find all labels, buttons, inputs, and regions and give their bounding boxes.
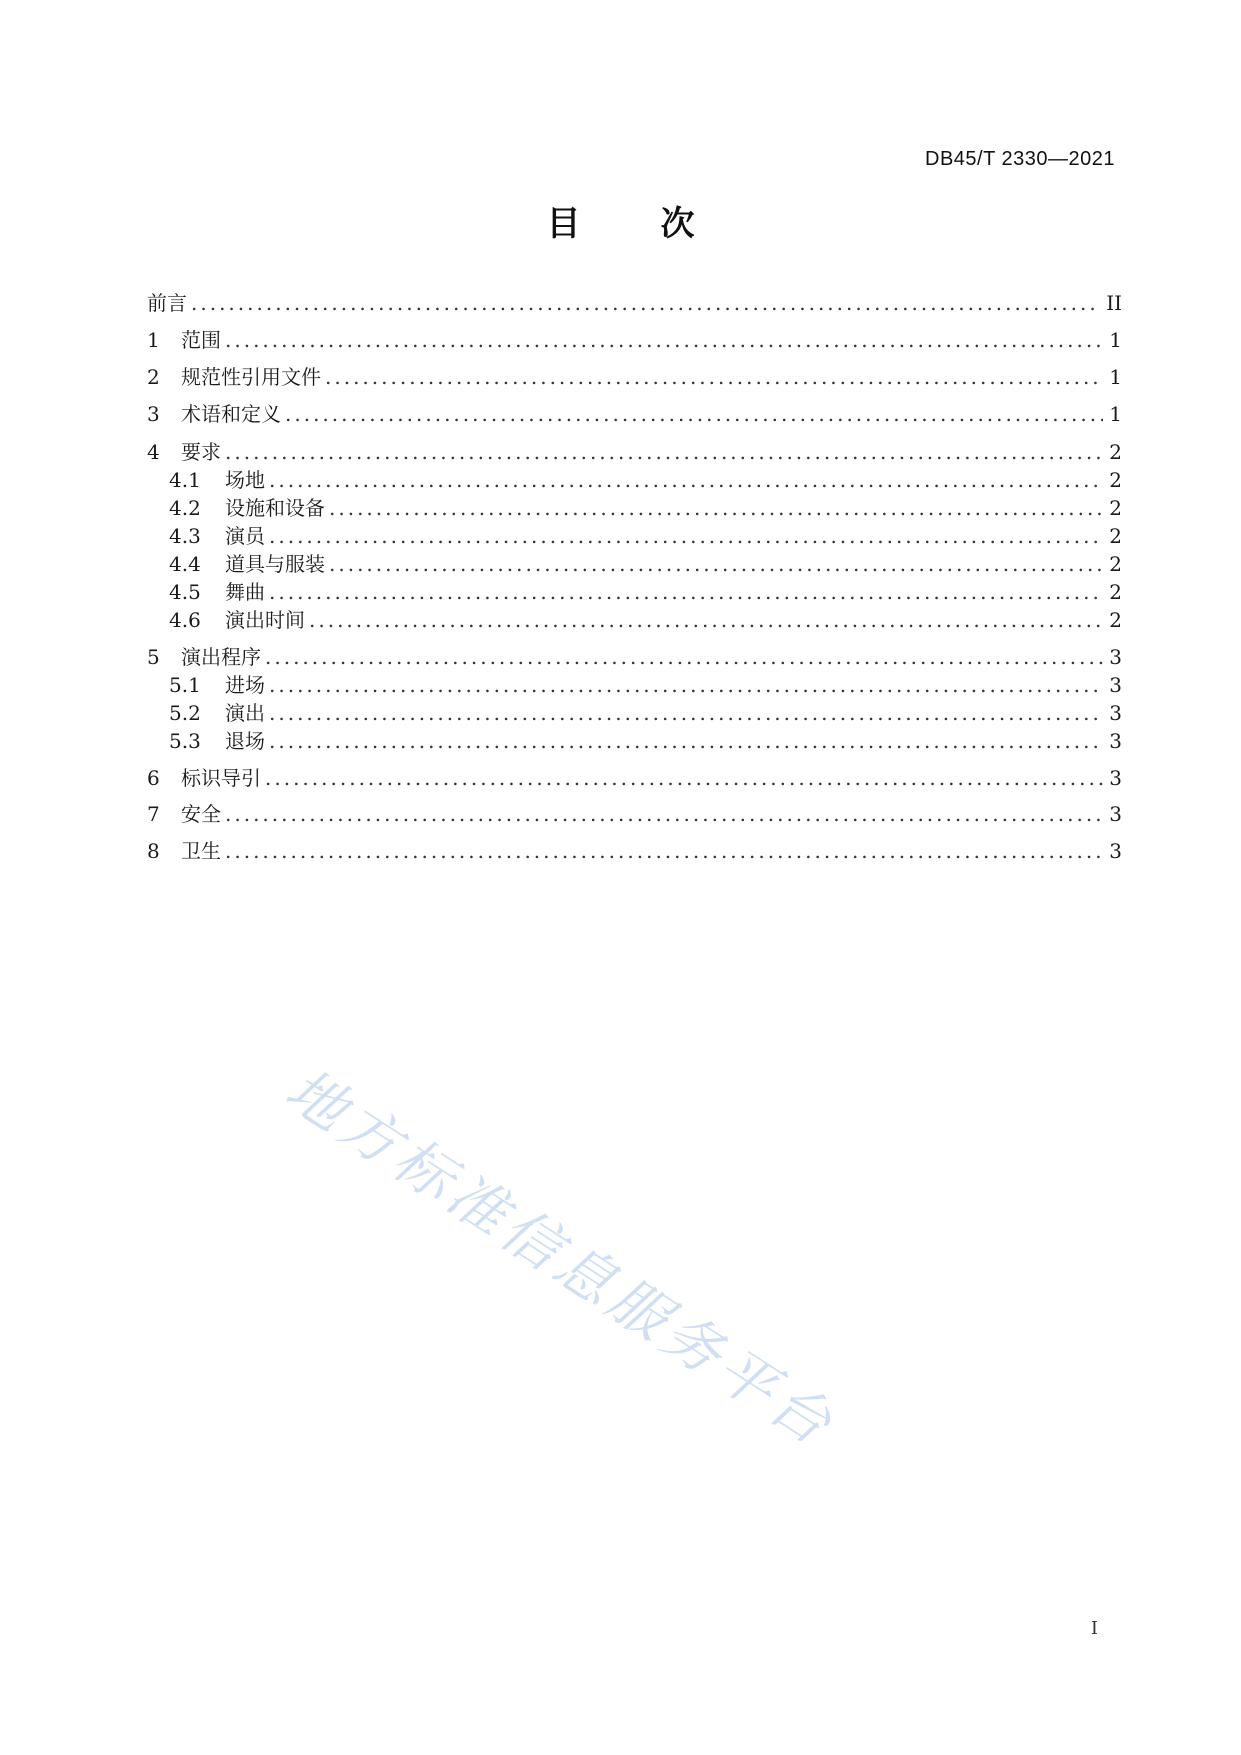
toc-entry[interactable]: [147, 436, 1122, 466]
toc-entry-page: 3: [1109, 766, 1122, 790]
toc-entry-page: 1: [1109, 328, 1122, 352]
toc-entry[interactable]: [147, 324, 1122, 354]
toc-entry-page: 3: [1109, 729, 1122, 753]
toc-entry-label: 道具与服装: [225, 552, 325, 576]
title-char-1: 目: [546, 204, 581, 244]
toc-leader-dots: [329, 552, 1103, 576]
toc-entry-page: 3: [1109, 839, 1122, 863]
toc-entry-label: 术语和定义: [181, 402, 281, 426]
toc-entry-number: 2: [147, 365, 160, 389]
toc-leader-dots: [325, 365, 1103, 389]
toc-entry[interactable]: [147, 669, 1122, 699]
toc-entry-number: 6: [147, 766, 160, 790]
toc-entry[interactable]: [147, 576, 1122, 606]
toc-entry-number: 4.6: [169, 608, 201, 632]
toc-leader-dots: [265, 766, 1103, 790]
toc-entry-label: 要求: [181, 440, 221, 464]
toc-entry-label: 演出程序: [181, 645, 261, 669]
toc-entry-page: II: [1106, 291, 1122, 315]
toc-leader-dots: [265, 645, 1103, 669]
toc-leader-dots: [225, 839, 1103, 863]
toc-entry[interactable]: [147, 762, 1122, 792]
page-number: I: [1090, 1618, 1098, 1639]
toc-entry-page: 3: [1109, 802, 1122, 826]
toc-entry-label: 范围: [181, 328, 221, 352]
toc-entry-number: 8: [147, 839, 160, 863]
toc-entry-page: 3: [1109, 701, 1122, 725]
toc-entry-label: 演出时间: [225, 608, 305, 632]
toc-leader-dots: [225, 328, 1103, 352]
toc-entry-label: 前言: [147, 291, 187, 315]
toc-leader-dots: [225, 440, 1103, 464]
toc-leader-dots: [269, 580, 1103, 604]
toc-leader-dots: [329, 496, 1103, 520]
toc-entry-page: 1: [1109, 402, 1122, 426]
toc-entry-number: 5: [147, 645, 160, 669]
toc-entry-label: 安全: [181, 802, 221, 826]
toc-entry-number: 3: [147, 402, 160, 426]
toc-leader-dots: [269, 468, 1103, 492]
toc-entry-label: 进场: [225, 673, 265, 697]
page-title: [0, 196, 1241, 245]
toc-entry-number: 4.2: [169, 496, 201, 520]
toc-leader-dots: [191, 291, 1100, 315]
toc-entry-number: 7: [147, 802, 160, 826]
toc-entry-page: 2: [1109, 608, 1122, 632]
toc-entry-number: 4.3: [169, 524, 201, 548]
toc-entry-number: 5.3: [169, 729, 201, 753]
toc-leader-dots: [225, 802, 1103, 826]
toc-entry-label: 设施和设备: [225, 496, 325, 520]
toc-entry-page: 2: [1109, 440, 1122, 464]
toc-entry-label: 标识导引: [181, 766, 261, 790]
toc-entry-label: 场地: [225, 468, 265, 492]
toc-entry[interactable]: [147, 464, 1122, 494]
toc-entry[interactable]: [147, 604, 1122, 634]
toc-entry[interactable]: [147, 725, 1122, 755]
watermark: 地方标准信息服务平台: [273, 1054, 848, 1461]
toc-entry-number: 5.1: [169, 673, 201, 697]
toc-entry-label: 演出: [225, 701, 265, 725]
title-char-2: 次: [660, 204, 695, 244]
toc-entry-number: 5.2: [169, 701, 201, 725]
toc-entry-label: 退场: [225, 729, 265, 753]
standard-code: DB45/T 2330—2021: [925, 148, 1115, 170]
toc-entry[interactable]: [147, 548, 1122, 578]
toc-entry-label: 卫生: [181, 839, 221, 863]
toc-leader-dots: [269, 673, 1103, 697]
toc-entry-page: 2: [1109, 468, 1122, 492]
toc-entry[interactable]: [147, 520, 1122, 550]
toc-leader-dots: [269, 524, 1103, 548]
toc-leader-dots: [269, 701, 1103, 725]
toc-entry[interactable]: [147, 641, 1122, 671]
toc-entry[interactable]: [147, 287, 1122, 317]
toc-entry-label: 规范性引用文件: [181, 365, 321, 389]
toc-entry-page: 2: [1109, 524, 1122, 548]
toc-entry[interactable]: [147, 361, 1122, 391]
toc-entry-page: 2: [1109, 552, 1122, 576]
toc-entry-number: 4.5: [169, 580, 201, 604]
toc-entry-label: 演员: [225, 524, 265, 548]
toc-entry-label: 舞曲: [225, 580, 265, 604]
toc-leader-dots: [309, 608, 1103, 632]
toc-entry[interactable]: [147, 835, 1122, 865]
toc-entry[interactable]: [147, 398, 1122, 428]
toc-entry-number: 4: [147, 440, 160, 464]
toc-leader-dots: [285, 402, 1103, 426]
toc-leader-dots: [269, 729, 1103, 753]
toc-entry-page: 3: [1109, 645, 1122, 669]
toc-entry-page: 1: [1109, 365, 1122, 389]
toc-entry-number: 4.1: [169, 468, 201, 492]
toc-entry-page: 2: [1109, 580, 1122, 604]
toc-entry[interactable]: [147, 798, 1122, 828]
toc-entry-number: 1: [147, 328, 160, 352]
toc-entry-page: 3: [1109, 673, 1122, 697]
toc-entry[interactable]: [147, 492, 1122, 522]
toc-entry-page: 2: [1109, 496, 1122, 520]
toc-entry-number: 4.4: [169, 552, 201, 576]
toc-entry[interactable]: [147, 697, 1122, 727]
